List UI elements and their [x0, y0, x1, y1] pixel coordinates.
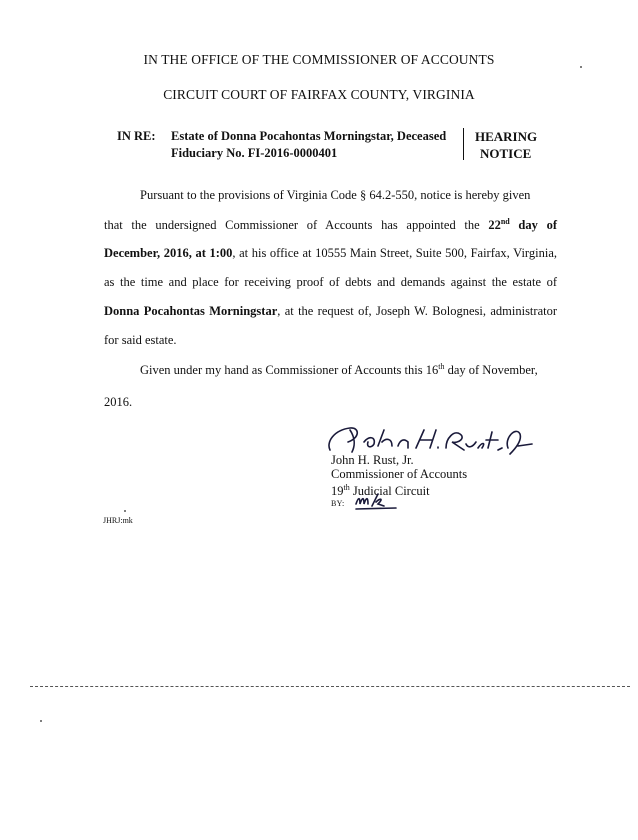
circuit-number: 19 [331, 484, 344, 499]
office-heading: IN THE OFFICE OF THE COMMISSIONER OF ACCOUNTS [143, 52, 495, 67]
scan-fold-line [30, 686, 630, 687]
body-line-5 [104, 304, 557, 319]
estate-name: Estate of Donna Pocahontas Morningstar, Deceased [171, 129, 447, 143]
by-initials-signature [352, 490, 402, 512]
body-line-2-text: that the undersigned Commissioner of Accounts has appointed the [104, 218, 489, 233]
body-line-6: for said estate. [104, 333, 177, 347]
by-label: BY: [331, 499, 345, 508]
court-heading: CIRCUIT COURT OF FAIRFAX COUNTY, VIRGINIA [163, 87, 475, 102]
signatory-title: Commissioner of Accounts [331, 467, 468, 481]
scan-speck [124, 510, 126, 512]
handwritten-signature [320, 418, 535, 458]
hearing-notice-line1: HEARING [475, 129, 538, 144]
scan-speck [40, 720, 42, 722]
given-day-suffix: th [438, 362, 445, 371]
scan-speck [580, 66, 582, 68]
in-re-divider [463, 128, 464, 160]
appointed-day: 22 [488, 218, 501, 233]
fiduciary-number: Fiduciary No. FI-2016-0000401 [171, 146, 338, 160]
body-line-3 [104, 246, 557, 261]
day-of-text: day of [509, 218, 557, 233]
signatory-name: John H. Rust, Jr. [331, 453, 414, 467]
given-month: day of November, [444, 363, 538, 378]
given-year: 2016. [104, 395, 133, 409]
given-line [140, 362, 538, 378]
body-line-1: Pursuant to the provisions of Virginia Code § 64.2-550, notice is hereby given [140, 188, 531, 202]
request-text: , at the request of, Joseph W. Bolognesi, administrator [277, 304, 558, 318]
body-line-4: as the time and place for receiving proof of debts and demands against the estate of [104, 275, 557, 289]
circuit-suffix: th [343, 483, 350, 492]
hearing-notice-line2: NOTICE [480, 146, 532, 161]
hearing-date-time: December, 2016, at 1:00 [104, 246, 233, 260]
body-line-2 [104, 217, 557, 233]
decedent-name: Donna Pocahontas Morningstar [104, 304, 278, 318]
office-address: , at his office at 10555 Main Street, Suite 500, Fairfax, Virginia, [232, 246, 557, 260]
appointed-day-suffix: nd [500, 217, 510, 226]
in-re-label: IN RE: [117, 129, 156, 143]
given-text: Given under my hand as Commissioner of Accounts this 16 [140, 363, 439, 378]
circuit-text: Judicial Circuit [349, 484, 430, 499]
typist-initials: JHRJ:mk [103, 516, 133, 525]
